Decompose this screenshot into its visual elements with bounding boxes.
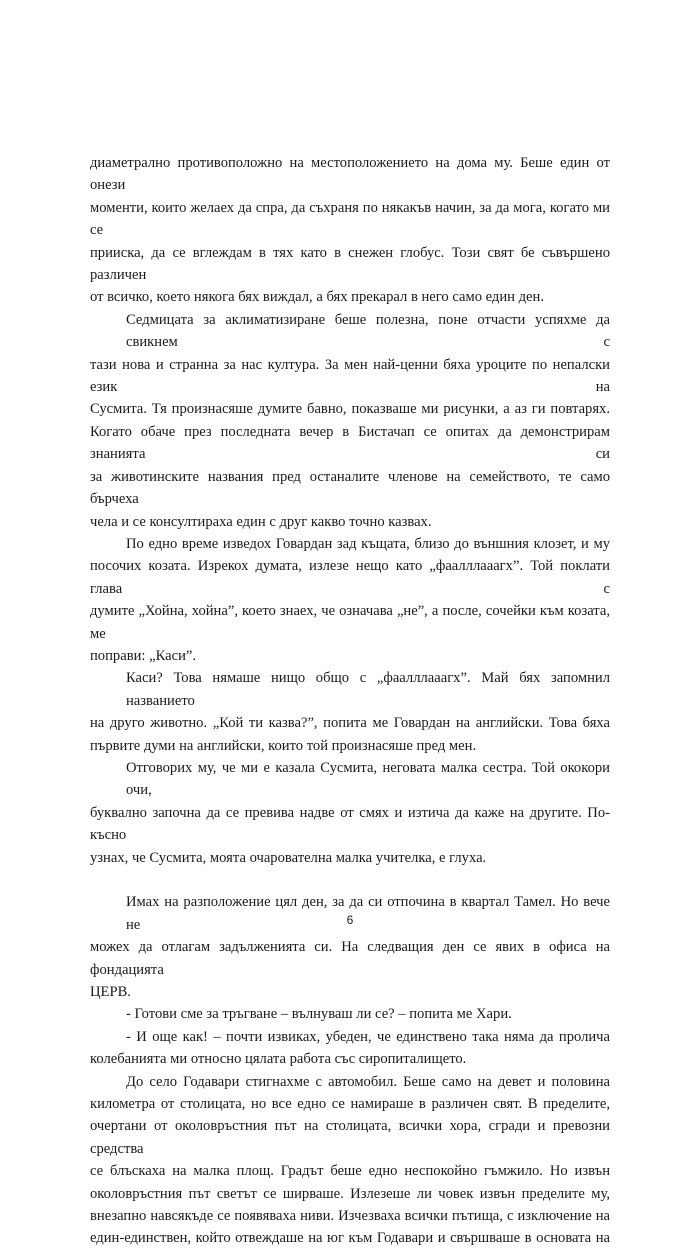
text-line: околовръстния път светът се ширваше. Излезеше ли човек извън пределите му,	[90, 1185, 610, 1202]
text-line: Когато обаче през последната вечер в Бистачап се опитах да демонстрирам знанията си	[90, 423, 610, 463]
text-line: Отговорих му, че ми е казала Сусмита, неговата малка сестра. Той ококори очи,	[126, 759, 610, 799]
text-line: прииска, да се вглеждам в тях като в снежен глобус. Този свят бе съвършено различен	[90, 244, 610, 284]
text-line: чела и се консултираха един с друг какво точно казвах.	[90, 513, 432, 530]
text-line: внезапно навсякъде се появяваха ниви. Изчезваха всички пътища, с изключение на	[90, 1208, 610, 1225]
text-line: можех да отлагам задълженията си. На следващия ден се явих в офиса на фондацията	[90, 939, 610, 978]
text-line: на друго животно. „Кой ти казва?”, попита ме Говардан на английски. Това бяха	[90, 715, 610, 732]
text-line: Каси? Това нямаше нищо общо с „фаалллааагх”. Май бях запомнил названието	[126, 670, 610, 709]
section-break	[90, 869, 610, 891]
text-line: буквално започна да се превива надве от смях и изтича да каже на другите. По-късно	[90, 804, 610, 844]
text-line: диаметрално противоположно на местоположението на дома му. Беше един от онези	[90, 155, 610, 194]
text-line: тази нова и странна за нас култура. За мен най-ценни бяха уроците по непалски език на	[90, 356, 610, 396]
text-line: Имах на разположение цял ден, за да си отпочина в квартал Тамел. Но вече не	[126, 894, 610, 933]
text-line: ЦЕРВ.	[90, 984, 131, 1001]
text-line: се блъскаха на малка площ. Градът беше едно неспокойно гъмжило. Но извън	[90, 1163, 610, 1180]
text-line: По едно време изведох Говардан зад къщата, близо до външния клозет, и му	[126, 535, 610, 552]
page-number: 6	[346, 913, 354, 927]
text-line: - И още как! – почти извиках, убеден, че единствено така няма да пролича	[126, 1028, 610, 1045]
text-line: колебанията ми относно цялата работа със сиропиталището.	[90, 1051, 467, 1068]
body-text	[90, 152, 610, 1250]
text-line: До село Годавари стигнахме с автомобил. Беше само на девет и половина	[126, 1073, 610, 1090]
text-line: - Готови сме за тръгване – вълнуваш ли се? – попита ме Хари.	[126, 1006, 512, 1023]
text-line: за животинските названия пред останалите членове на семейството, те само бърчеха	[90, 468, 610, 508]
text-line: моменти, които желаех да спра, да съхраня по някакъв начин, за да мога, когато ми се	[90, 199, 610, 239]
text-line: узнах, че Сусмита, моята очарователна малка учителка, е глуха.	[90, 849, 487, 866]
text-line: един-единствен, който отвеждаше на юг към Годавари и свършваше в основата на	[90, 1230, 610, 1247]
text-line: очертани от околовръстния път на столицата, всички хора, сгради и превозни средства	[90, 1118, 610, 1157]
text-line: от всичко, което някога бях виждал, а бях прекарал в него само един ден.	[90, 289, 544, 306]
text-line: Седмицата за аклиматизиране беше полезна, поне отчасти успяхме да свикнем с	[126, 311, 610, 351]
text-line: Сусмита. Тя произнасяше думите бавно, показваше ми рисунки, а аз ги повтарях.	[90, 401, 610, 418]
text-line: поправи: „Каси”.	[90, 647, 197, 664]
text-line: първите думи на английски, които той произнасяше пред мен.	[90, 737, 477, 754]
text-line: километра от столицата, но все едно се намираше в различен свят. В пределите,	[90, 1096, 610, 1113]
text-line: думите „Хойна, хойна”, което знаех, че означава „не”, а после, сочейки към козата, ме	[90, 603, 610, 642]
text-line: посочих козата. Изрекох думата, излезе нещо като „фаалллааагх”. Той поклати глава с	[90, 558, 610, 597]
